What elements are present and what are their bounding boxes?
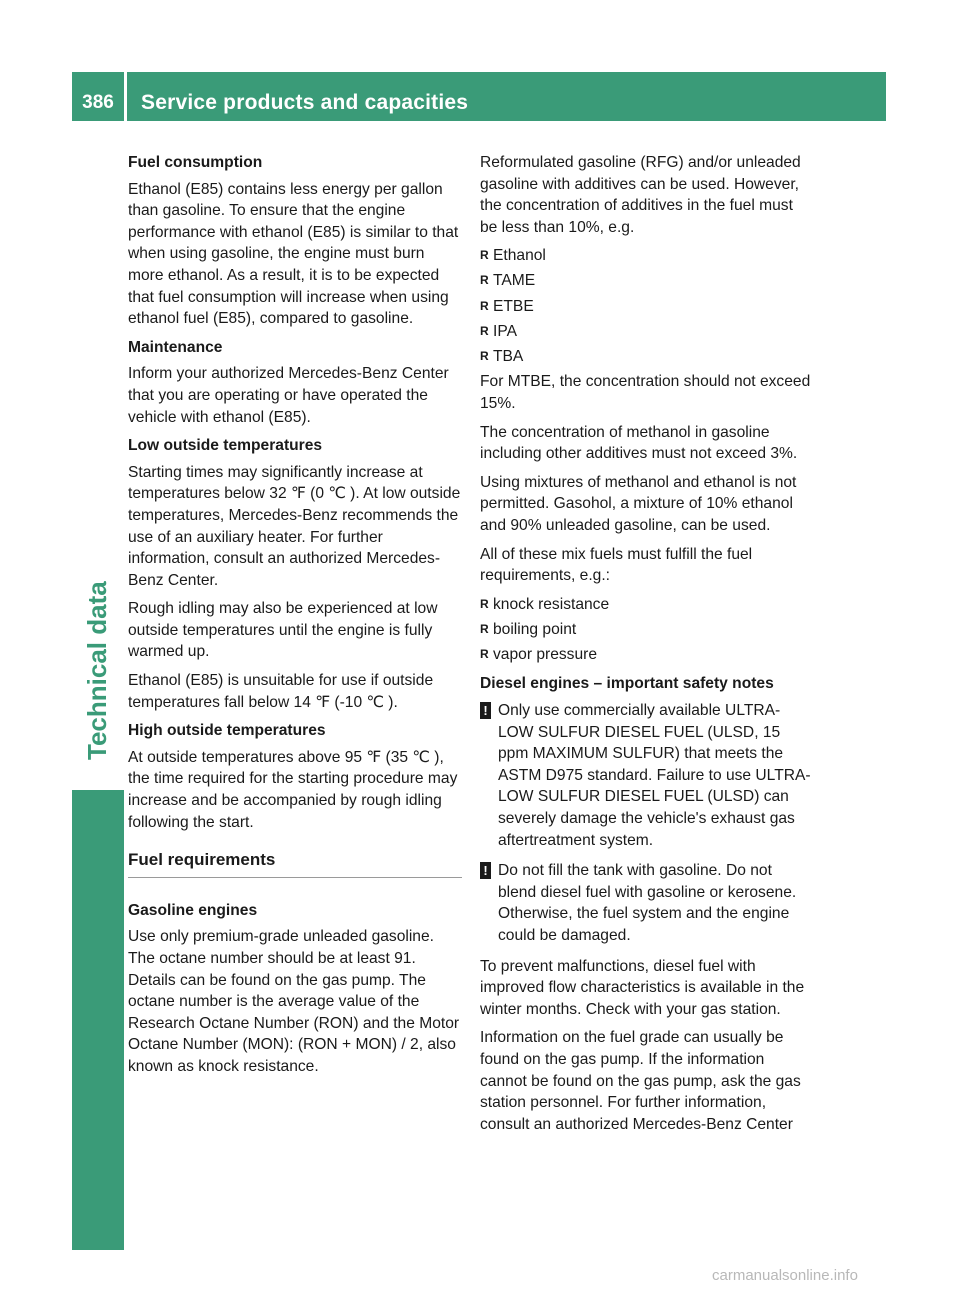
mtbe-text: For MTBE, the concentration should not exceed 15%. [480, 373, 811, 412]
maintenance-text: Inform your authorized Mercedes-Benz Center that you are operating or have operated the vehicle with ethanol (E85). [128, 365, 449, 426]
gasoline-engines-heading: Gasoline engines [128, 901, 258, 919]
list-item: R Ethanol [480, 245, 814, 267]
bullet-icon: R [480, 348, 489, 363]
list-item: R IPA [480, 321, 814, 343]
list-item: R knock resistance [480, 594, 814, 616]
winter-text: To prevent malfunctions, diesel fuel with improved flow characteristics is available in the winter months. Check with your gas station. [480, 957, 805, 1018]
additives-list [480, 245, 814, 367]
requirements-intro: All of these mix fuels must fulfill the fuel requirements, e.g.: [480, 545, 753, 585]
fuel-requirements-heading: Fuel requirements [128, 849, 462, 878]
list-item: R vapor pressure [480, 644, 814, 666]
bullet-icon: R [480, 298, 489, 313]
warning-note [480, 860, 814, 946]
warning-note [480, 700, 814, 851]
fuel-consumption-heading: Fuel consumption [128, 154, 263, 171]
high-temperatures-heading: High outside temperatures [128, 722, 326, 740]
list-item: R boiling point [480, 619, 814, 641]
side-tab-label: Technical data [82, 581, 112, 760]
fuel-grade-info-text: Information on the fuel grade can usually be found on the gas pump. If the information cannot be found on the gas pump, ask the gas station personnel. For further information, consult an authorized Mercedes-Benz Center [480, 1029, 801, 1133]
bullet-icon: R [480, 273, 489, 288]
bullet-icon: R [480, 323, 489, 338]
spacer [128, 878, 462, 900]
list-item: R TAME [480, 270, 814, 292]
bullet-icon: R [480, 248, 489, 263]
ethanol-unsuitable-text: Ethanol (E85) is unsuitable for use if outside temperatures fall below 14 ℉ (-10 ℃ ). [128, 672, 434, 711]
maintenance-heading: Maintenance [128, 338, 223, 356]
methanol-text: The concentration of methanol in gasoline including other additives must not exceed 3%. [480, 423, 798, 463]
side-tab-block [72, 790, 124, 1250]
section-title: Service products and capacities [141, 91, 469, 114]
warning-text: Do not fill the tank with gasoline. Do not blend diesel fuel with gasoline or kerosene. Otherwise, the fuel system and the engine could be damaged. [498, 862, 797, 944]
page-number: 386 [82, 92, 114, 113]
fuel-consumption-text: Ethanol (E85) contains less energy per gallon than gasoline. To ensure that the engine performance with ethanol (E85) is similar to that when using gasoline, the engine must burn more ethanol. As a result, it is to be expected that fuel consumption will increase when using ethanol fuel (E85), compared to gasoline. [128, 180, 459, 328]
left-column [128, 152, 462, 1085]
bullet-icon: R [480, 646, 489, 661]
rfg-text: Reformulated gasoline (RFG) and/or unleaded gasoline with additives can be used. However, the concentration of additives in the fuel must be less than 10%, e.g. [480, 154, 801, 236]
warning-icon: ! [480, 702, 491, 719]
warning-icon: ! [480, 862, 491, 879]
low-temperatures-heading: Low outside temperatures [128, 437, 323, 455]
bullet-icon: R [480, 621, 489, 636]
diesel-engines-heading: Diesel engines – important safety notes [480, 675, 774, 693]
gasoline-engines-text: Use only premium-grade unleaded gasoline. The octane number should be at least 91. Details can be found on the gas pump. The octane number is the average value of the Research Octane Number (RON) and the Motor Octane Number (MON): (RON + MON) / 2, also known as knock resistance. [128, 928, 460, 1075]
list-item: R ETBE [480, 296, 814, 318]
high-temperatures-text: At outside temperatures above 95 ℉ (35 ℃ ), the time required for the starting procedure may increase and be accompanied by rough idling following the start. [128, 748, 458, 831]
watermark: carmanualsonline.info [712, 1267, 858, 1284]
page-header [72, 72, 886, 121]
warning-text: Only use commercially available ULTRA-LOW SULFUR DIESEL FUEL (ULSD, 15 ppm MAXIMUM SULFUR) that meets the ASTM D975 standard. Failure to use ULTRA-LOW SULFUR DIESEL FUEL (ULSD) can severely damage the vehicle's exhaust gas aftertreatment system. [498, 702, 811, 849]
right-column [480, 152, 814, 1142]
list-item: R TBA [480, 346, 814, 368]
low-temperatures-text: Starting times may significantly increase at temperatures below 32 ℉ (0 ℃ ). At low outside temperatures, Mercedes-Benz recommends the use of an auxiliary heater. For further information, consult an authorized Mercedes-Benz Center. [128, 463, 461, 589]
rough-idling-text: Rough idling may also be experienced at low outside temperatures until the engine is fully warmed up. [128, 600, 438, 661]
bullet-icon: R [480, 596, 489, 611]
requirements-list [480, 594, 814, 666]
mixtures-text: Using mixtures of methanol and ethanol is not permitted. Gasohol, a mixture of 10% ethanol and 90% unleaded gasoline, can be used. [480, 473, 797, 534]
